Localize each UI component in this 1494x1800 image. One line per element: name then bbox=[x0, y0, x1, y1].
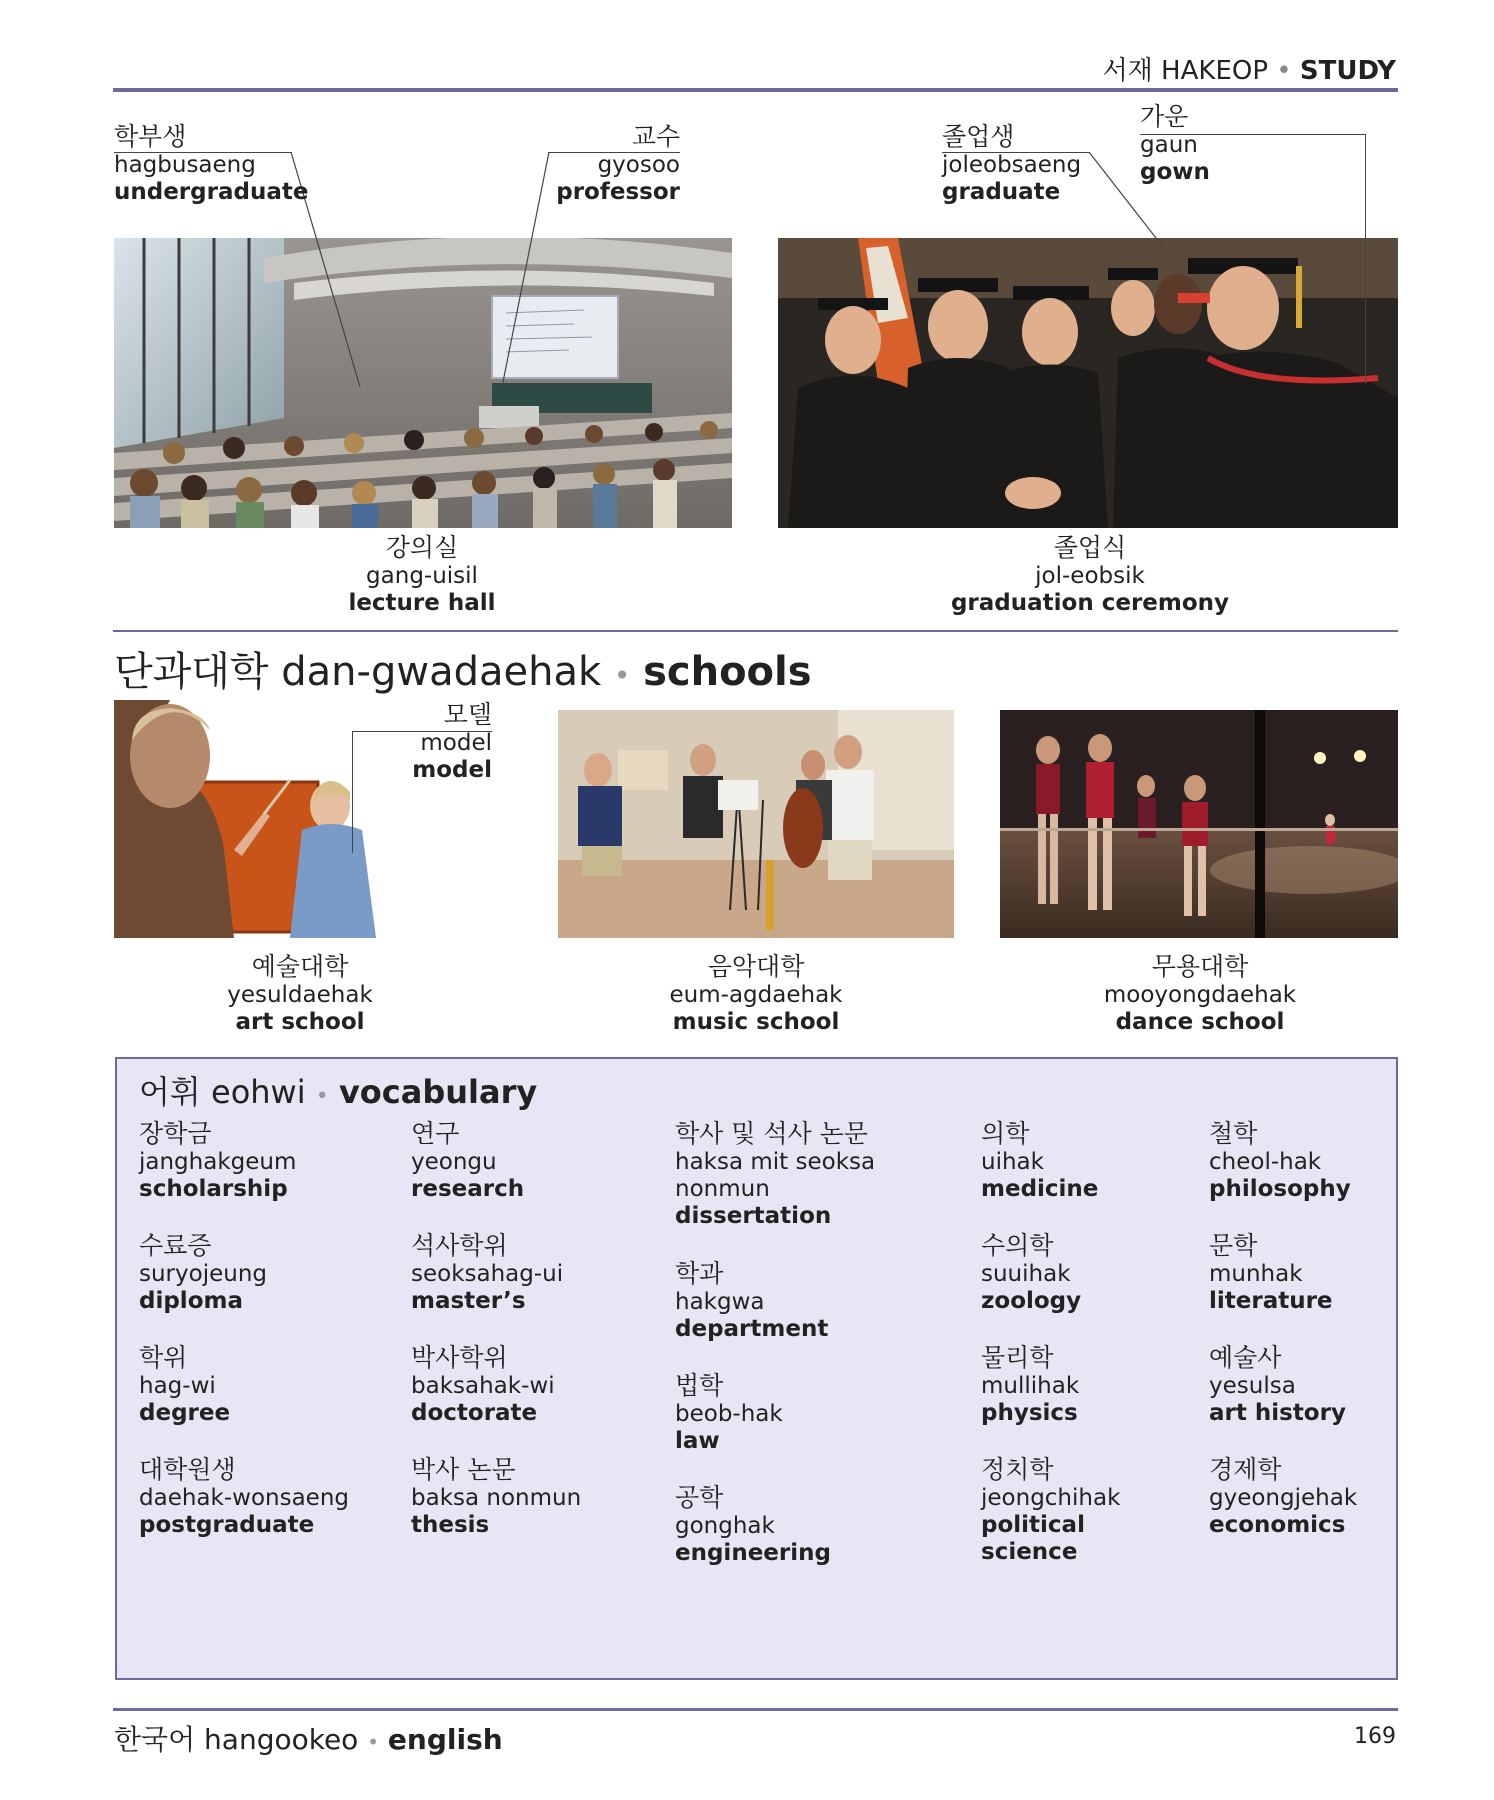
vocab-en: diploma bbox=[139, 1287, 243, 1314]
vocab-ko: 철학 bbox=[1209, 1119, 1258, 1148]
vocab-item bbox=[981, 1343, 1079, 1427]
vocab-item bbox=[675, 1259, 828, 1343]
section-rule bbox=[113, 630, 1398, 632]
label-rom: model bbox=[420, 729, 492, 756]
schools-title-ko: 단과대학 bbox=[114, 649, 269, 695]
schools-title-sep: • bbox=[613, 659, 631, 692]
vocab-ko: 장학금 bbox=[139, 1119, 212, 1148]
page-number: 169 bbox=[1354, 1724, 1396, 1749]
vocab-en: master’s bbox=[411, 1287, 526, 1314]
vocab-item bbox=[139, 1231, 267, 1315]
vocab-item bbox=[1209, 1231, 1333, 1315]
vocab-ko: 예술사 bbox=[1209, 1343, 1282, 1372]
vocab-rom: mullihak bbox=[981, 1372, 1080, 1399]
label-rom: gyosoo bbox=[597, 151, 680, 178]
page-header bbox=[1103, 50, 1396, 87]
schools-title-en: schools bbox=[643, 649, 812, 695]
lecture-hall-photo bbox=[114, 238, 732, 528]
vocab-ko: 의학 bbox=[981, 1119, 1030, 1148]
vocab-item bbox=[139, 1343, 230, 1427]
music-school-illustration bbox=[558, 710, 954, 938]
label-dance-school bbox=[1050, 952, 1350, 1036]
vocab-item bbox=[675, 1119, 875, 1230]
header-rule bbox=[113, 88, 1398, 92]
vocab-en: postgraduate bbox=[139, 1511, 315, 1538]
vocab-ko: 수료증 bbox=[139, 1231, 212, 1260]
vocab-item bbox=[1209, 1343, 1346, 1427]
vocab-rom: beob-hak bbox=[675, 1400, 783, 1427]
label-en: graduate bbox=[942, 178, 1061, 205]
vocab-item bbox=[139, 1119, 296, 1203]
art-school-photo bbox=[114, 700, 380, 938]
vocab-rom: yeongu bbox=[411, 1148, 497, 1175]
footer-rule bbox=[113, 1708, 1398, 1711]
header-separator: • bbox=[1276, 56, 1292, 86]
vocab-title-rom: eohwi bbox=[211, 1073, 306, 1111]
vocab-item bbox=[411, 1343, 555, 1427]
vocab-rom: hakgwa bbox=[675, 1288, 765, 1315]
vocab-en: art history bbox=[1209, 1399, 1346, 1426]
vocab-en: economics bbox=[1209, 1511, 1346, 1538]
vocab-en: law bbox=[675, 1427, 720, 1454]
label-rom: eum-agdaehak bbox=[669, 981, 843, 1008]
label-en: dance school bbox=[1115, 1008, 1285, 1035]
vocab-ko: 물리학 bbox=[981, 1343, 1054, 1372]
footer-english: english bbox=[387, 1723, 503, 1756]
vocab-en: political bbox=[981, 1511, 1085, 1538]
label-ko: 교수 bbox=[631, 122, 680, 151]
vocab-ko: 대학원생 bbox=[139, 1455, 236, 1484]
leader-gown-v bbox=[1365, 134, 1366, 384]
vocab-item bbox=[981, 1231, 1081, 1315]
header-korean: 서재 HAKEOP bbox=[1102, 56, 1269, 86]
label-rom: hagbusaeng bbox=[114, 151, 256, 178]
lecture-hall-illustration bbox=[114, 238, 732, 528]
label-rom: mooyongdaehak bbox=[1103, 981, 1297, 1008]
vocab-rom: munhak bbox=[1209, 1260, 1303, 1287]
vocab-rom: baksahak-wi bbox=[411, 1372, 555, 1399]
vocab-item bbox=[411, 1455, 581, 1539]
header-english: STUDY bbox=[1299, 56, 1396, 86]
vocab-rom: yesulsa bbox=[1209, 1372, 1296, 1399]
label-rom: gaun bbox=[1140, 131, 1198, 158]
label-en: lecture hall bbox=[348, 589, 496, 616]
schools-title-rom: dan-gwadaehak bbox=[281, 649, 602, 695]
footer-separator: • bbox=[367, 1730, 380, 1754]
graduation-illustration bbox=[778, 238, 1398, 528]
music-school-photo bbox=[558, 710, 954, 938]
vocab-ko: 학과 bbox=[675, 1259, 724, 1288]
vocab-item bbox=[411, 1231, 563, 1315]
label-music-school bbox=[606, 952, 906, 1036]
label-ko: 가운 bbox=[1140, 102, 1189, 131]
vocab-ko: 법학 bbox=[675, 1371, 724, 1400]
vocab-rom: seoksahag-ui bbox=[411, 1260, 564, 1287]
label-rom: joleobsaeng bbox=[942, 151, 1082, 178]
label-undergraduate bbox=[114, 122, 308, 206]
vocab-en: zoology bbox=[981, 1287, 1082, 1314]
vocab-rom: hag-wi bbox=[139, 1372, 216, 1399]
label-ko: 예술대학 bbox=[251, 952, 349, 981]
label-en: music school bbox=[672, 1008, 840, 1035]
label-lecture-hall bbox=[272, 533, 572, 617]
label-en: graduation ceremony bbox=[950, 589, 1230, 616]
label-ko: 학부생 bbox=[114, 122, 187, 151]
label-art-school bbox=[150, 952, 450, 1036]
label-ko: 무용대학 bbox=[1151, 952, 1249, 981]
label-ko: 음악대학 bbox=[707, 952, 805, 981]
vocab-rom: jeongchihak bbox=[981, 1484, 1121, 1511]
label-ko: 졸업생 bbox=[942, 122, 1015, 151]
vocab-ko: 학사 및 석사 논문 bbox=[675, 1119, 868, 1148]
footer-korean: 한국어 hangookeo bbox=[114, 1723, 359, 1756]
vocab-ko: 박사 논문 bbox=[411, 1455, 516, 1484]
label-gown bbox=[1140, 102, 1210, 186]
label-en: gown bbox=[1140, 158, 1210, 185]
vocab-ko: 공학 bbox=[675, 1483, 724, 1512]
vocabulary-box bbox=[115, 1057, 1398, 1680]
vocab-en: philosophy bbox=[1209, 1175, 1351, 1202]
vocab-en: department bbox=[675, 1315, 829, 1342]
vocab-en-2: science bbox=[981, 1538, 1078, 1565]
vocab-en: dissertation bbox=[675, 1202, 832, 1229]
vocab-en: engineering bbox=[675, 1539, 831, 1566]
label-rom: jol-eobsik bbox=[1035, 562, 1145, 589]
vocab-item bbox=[139, 1455, 349, 1539]
vocab-rom: suuihak bbox=[981, 1260, 1071, 1287]
vocab-rom-2: nonmun bbox=[675, 1175, 770, 1202]
vocab-item bbox=[981, 1119, 1098, 1203]
vocab-item bbox=[675, 1371, 783, 1455]
label-rom: gang-uisil bbox=[366, 562, 478, 589]
vocab-item bbox=[1209, 1455, 1357, 1539]
vocab-en: research bbox=[411, 1175, 525, 1202]
vocabulary-heading bbox=[139, 1067, 537, 1113]
label-en: professor bbox=[556, 178, 680, 205]
vocab-rom: gonghak bbox=[675, 1512, 775, 1539]
vocab-ko: 문학 bbox=[1209, 1231, 1258, 1260]
vocab-en: physics bbox=[981, 1399, 1078, 1426]
vocab-ko: 박사학위 bbox=[411, 1343, 508, 1372]
vocab-rom: suryojeung bbox=[139, 1260, 267, 1287]
vocab-rom: baksa nonmun bbox=[411, 1484, 582, 1511]
label-ko: 졸업식 bbox=[1053, 533, 1127, 562]
dance-school-photo bbox=[1000, 710, 1398, 938]
vocab-en: literature bbox=[1209, 1287, 1333, 1314]
page-footer bbox=[114, 1718, 503, 1758]
dance-school-illustration bbox=[1000, 710, 1398, 938]
vocab-rom: haksa mit seoksa bbox=[675, 1148, 876, 1175]
label-model bbox=[352, 700, 492, 784]
vocab-en: doctorate bbox=[411, 1399, 538, 1426]
label-graduation-ceremony bbox=[900, 533, 1280, 617]
vocab-rom: gyeongjehak bbox=[1209, 1484, 1358, 1511]
vocab-en: degree bbox=[139, 1399, 231, 1426]
label-en: art school bbox=[235, 1008, 365, 1035]
label-professor bbox=[500, 122, 680, 206]
vocab-rom: daehak-wonsaeng bbox=[139, 1484, 349, 1511]
label-graduate bbox=[942, 122, 1081, 206]
vocab-en: thesis bbox=[411, 1511, 490, 1538]
label-en: undergraduate bbox=[114, 178, 309, 205]
vocab-title-ko: 어휘 bbox=[139, 1073, 201, 1111]
vocab-item bbox=[981, 1455, 1120, 1566]
vocab-rom: uihak bbox=[981, 1148, 1044, 1175]
vocab-title-sep: • bbox=[315, 1084, 329, 1109]
vocab-ko: 연구 bbox=[411, 1119, 460, 1148]
label-en: model bbox=[412, 756, 492, 783]
vocab-rom: janghakgeum bbox=[139, 1148, 297, 1175]
vocab-ko: 경제학 bbox=[1209, 1455, 1282, 1484]
vocab-ko: 학위 bbox=[139, 1343, 188, 1372]
label-ko: 모델 bbox=[443, 700, 492, 729]
graduation-photo bbox=[778, 238, 1398, 528]
vocab-ko: 석사학위 bbox=[411, 1231, 508, 1260]
label-rom: yesuldaehak bbox=[227, 981, 373, 1008]
label-ko: 강의실 bbox=[385, 533, 459, 562]
schools-heading bbox=[114, 640, 812, 697]
vocab-ko: 수의학 bbox=[981, 1231, 1054, 1260]
vocab-title-en: vocabulary bbox=[338, 1073, 538, 1111]
vocab-item bbox=[411, 1119, 524, 1203]
art-school-illustration bbox=[114, 700, 380, 938]
vocab-item bbox=[1209, 1119, 1351, 1203]
vocab-en: scholarship bbox=[139, 1175, 288, 1202]
vocab-ko: 정치학 bbox=[981, 1455, 1054, 1484]
vocab-en: medicine bbox=[981, 1175, 1099, 1202]
vocab-rom: cheol-hak bbox=[1209, 1148, 1322, 1175]
vocab-item bbox=[675, 1483, 831, 1567]
